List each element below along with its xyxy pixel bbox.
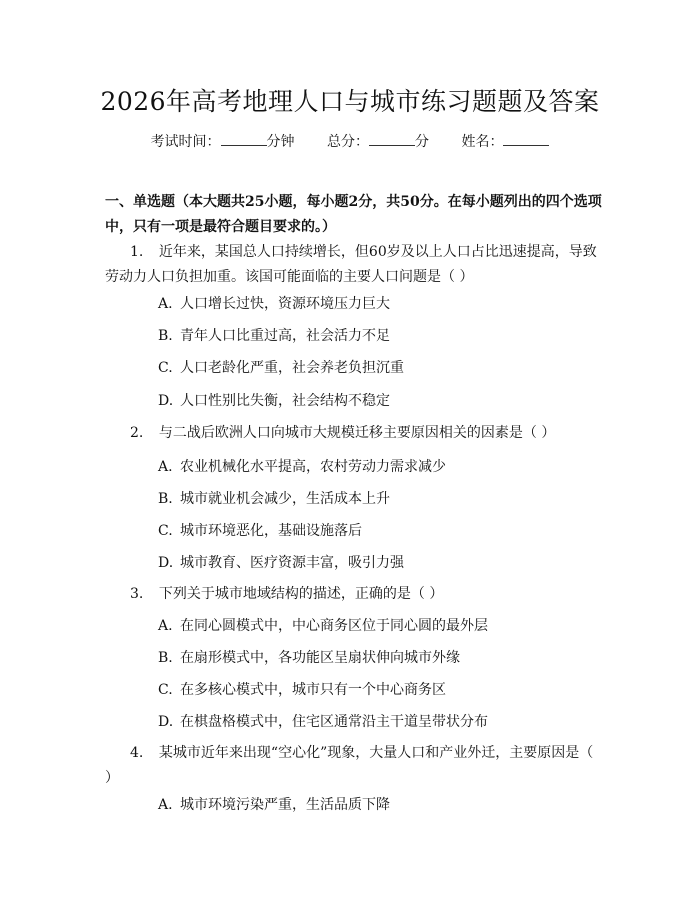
question-text: 近年来，某国总人口持续增长，但60岁及以上人口占比迅速提高，导致劳动力人口负担加重。该国可能面临的主要人口问题是（ ）	[105, 244, 597, 285]
option-2a	[158, 457, 446, 477]
option-text: 青年人口比重过高，社会活力不足	[180, 328, 390, 344]
question-4	[105, 741, 599, 791]
option-1c	[158, 358, 404, 378]
page-title: 2026年高考地理人口与城市练习题题及答案	[100, 87, 600, 116]
total-score	[327, 134, 429, 150]
option-1a	[158, 294, 390, 314]
option-letter: D.	[158, 393, 174, 409]
option-2d	[158, 553, 404, 573]
section-heading: 一、单选题（本大题共25小题，每小题2分，共50分。在每小题列出的四个选项中，只有一项是最符合题目要求的。）	[105, 194, 602, 235]
option-letter: C.	[158, 682, 173, 698]
option-text: 在棋盘格模式中，住宅区通常沿主干道呈带状分布	[180, 714, 488, 730]
option-text: 城市就业机会减少，生活成本上升	[180, 491, 390, 507]
question-2	[105, 421, 599, 446]
question-text: 与二战后欧洲人口向城市大规模迁移主要原因相关的因素是（ ）	[158, 425, 556, 441]
exam-info	[0, 131, 700, 151]
exam-time	[151, 134, 295, 150]
option-1d	[158, 391, 390, 411]
exam-time-blank	[221, 133, 267, 146]
student-name-blank	[503, 133, 549, 146]
option-text: 人口老龄化严重，社会养老负担沉重	[180, 360, 404, 376]
option-text: 人口增长过快，资源环境压力巨大	[180, 296, 390, 312]
option-text: 城市教育、医疗资源丰富，吸引力强	[180, 555, 404, 571]
exam-time-unit: 分钟	[266, 134, 295, 150]
option-text: 在同心圆模式中，中心商务区位于同心圆的最外层	[180, 618, 488, 634]
option-1b	[158, 326, 390, 346]
option-text: 在多核心模式中，城市只有一个中心商务区	[180, 682, 446, 698]
question-1	[105, 240, 599, 290]
exam-time-label: 考试时间：	[150, 134, 221, 150]
option-3d	[158, 712, 488, 732]
option-letter: B.	[158, 491, 173, 507]
option-letter: A.	[158, 618, 173, 634]
question-number: 4.	[130, 745, 144, 761]
option-letter: C.	[158, 360, 173, 376]
option-3c	[158, 680, 446, 700]
option-3b	[158, 648, 460, 668]
question-number: 2.	[130, 425, 144, 441]
total-score-blank	[369, 133, 415, 146]
student-name-label: 姓名：	[461, 134, 504, 150]
student-name	[461, 134, 549, 150]
total-score-unit: 分	[415, 134, 429, 150]
question-text: 某城市近年来出现“空心化”现象，大量人口和产业外迁，主要原因是（ ）	[105, 745, 594, 786]
option-text: 农业机械化水平提高，农村劳动力需求减少	[180, 459, 446, 475]
question-number: 1.	[130, 244, 144, 260]
option-letter: B.	[158, 328, 173, 344]
option-2c	[158, 521, 362, 541]
option-letter: A.	[158, 459, 173, 475]
option-text: 在扇形模式中，各功能区呈扇状伸向城市外缘	[180, 650, 460, 666]
option-letter: A.	[158, 296, 173, 312]
option-text: 城市环境恶化，基础设施落后	[180, 523, 362, 539]
total-score-label: 总分：	[327, 134, 369, 150]
option-text: 人口性别比失衡，社会结构不稳定	[180, 393, 390, 409]
question-3	[105, 582, 599, 607]
question-text: 下列关于城市地域结构的描述，正确的是（ ）	[158, 586, 444, 602]
option-letter: C.	[158, 523, 173, 539]
option-letter: A.	[158, 797, 173, 813]
question-number: 3.	[130, 586, 144, 602]
option-text: 城市环境污染严重，生活品质下降	[180, 797, 390, 813]
option-2b	[158, 489, 390, 509]
option-4a	[158, 795, 390, 815]
option-3a	[158, 616, 488, 636]
option-letter: D.	[158, 714, 174, 730]
option-letter: D.	[158, 555, 174, 571]
option-letter: B.	[158, 650, 173, 666]
